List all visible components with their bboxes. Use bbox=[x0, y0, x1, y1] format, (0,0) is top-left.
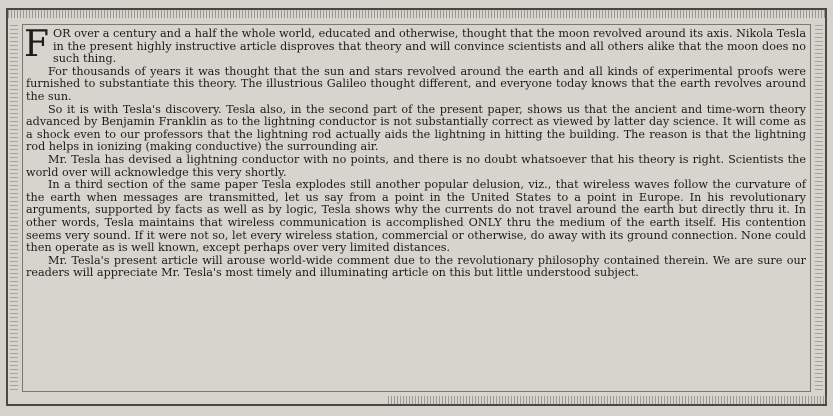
article-paragraph-4: Mr. Tesla has devised a lightning conductor with no points, and there is no doubt whatsoever that his theory is right. Scientists the world over will acknowledge this very shortly. bbox=[26, 152, 806, 179]
editorial-article bbox=[24, 24, 806, 280]
article-paragraph-6: Mr. Tesla's present article will arouse world-wide comment due to the revolutionary philosophy contained therein. We are sure our readers will appreciate Mr. Tesla's most timely and illuminating article on this but little understood subject. bbox=[26, 253, 806, 280]
paragraph-text: OR over a century and a half the whole world, educated and otherwise, thought that the moon revolved around its axis. Nikola Tesla in the present highly instructive article disproves that theory and will convince scientists and all others alike that the moon does no such thing. bbox=[52, 27, 806, 66]
drop-cap: F bbox=[24, 24, 49, 65]
left-border-ornament bbox=[10, 24, 18, 390]
article-paragraph-5: In a third section of the same paper Tesla explodes still another popular delusion, viz., that wireless waves follow the curvature of the earth when messages are transmitted, let us say from a point in the United States to a point in Europe. In his revolutionary arguments, supported by facts as well as by logic, Tesla shows why the currents do not travel around the earth but directly thru it. In other words, Tesla maintains that wireless communication is accomplished ONLY thru the medium of the earth itself. His contention seems very sound. If it were not so, let every wireless station, commercial or otherwise, do away with its ground connection. None could then operate as is well known, except perhaps over very limited distances. bbox=[26, 178, 806, 255]
top-border-ornament bbox=[8, 10, 825, 18]
bottom-border-ornament bbox=[388, 396, 828, 404]
right-border-ornament bbox=[815, 24, 823, 390]
article-paragraph-3: So it is with Tesla's discovery. Tesla also, in the second part of the present paper, shows us that the ancient and time-worn theory advanced by Benjamin Franklin as to the lightning conductor is not substantially correct as viewed by latter day science. It will come as a shock even to our professors that the lightning rod actually aids the lightning in hitting the building. The reason is that the lightning rod helps in ionizing (making conductive) the surrounding air. bbox=[26, 102, 806, 154]
article-paragraph-2: For thousands of years it was thought that the sun and stars revolved around the earth and all kinds of experimental proofs were furnished to substantiate this theory. The illustrious Galileo thought different, and everyone today knows that the earth revolves around the sun. bbox=[26, 64, 806, 103]
article-paragraph-1 bbox=[24, 24, 806, 66]
